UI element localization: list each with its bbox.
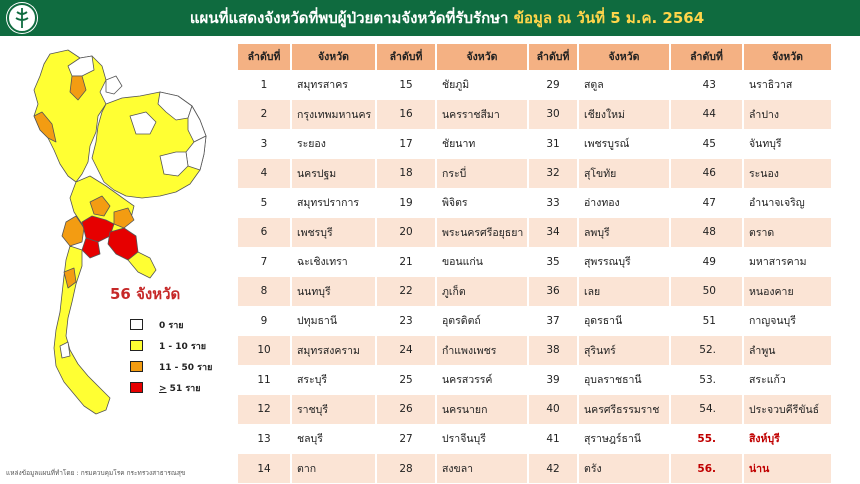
- province-name-cell: จันทบุรี: [743, 129, 832, 159]
- table-row: [238, 100, 832, 130]
- table-row: [238, 188, 832, 218]
- rank-cell: 50: [670, 277, 743, 307]
- province-name-cell: อุดรธานี: [578, 306, 670, 336]
- province-name-cell: นราธิวาส: [743, 70, 832, 100]
- table-row: [238, 454, 832, 484]
- province-name-cell: สระบุรี: [291, 365, 376, 395]
- province-name-cell: สุราษฎร์ธานี: [578, 424, 670, 454]
- province-name-cell: ระนอง: [743, 159, 832, 189]
- rank-cell: 34: [528, 218, 578, 248]
- province-name-cell: นนทบุรี: [291, 277, 376, 307]
- col-header-rank: ลำดับที่: [528, 44, 578, 70]
- province-name-cell: เลย: [578, 277, 670, 307]
- province-name-cell: สมุทรสาคร: [291, 70, 376, 100]
- province-name-cell: สตูล: [578, 70, 670, 100]
- rank-cell: 6: [238, 218, 291, 248]
- province-table: [238, 44, 833, 483]
- rank-cell: 31: [528, 129, 578, 159]
- table-body: [238, 70, 832, 483]
- rank-cell: 39: [528, 365, 578, 395]
- province-name-cell: ฉะเชิงเทรา: [291, 247, 376, 277]
- col-header-province: จังหวัด: [436, 44, 528, 70]
- rank-cell: 37: [528, 306, 578, 336]
- province-name-cell: ขอนแก่น: [436, 247, 528, 277]
- legend-label-text: 51 ราย: [166, 383, 201, 394]
- col-header-province: จังหวัด: [578, 44, 670, 70]
- rank-cell: 56.: [670, 454, 743, 484]
- province-name-cell: ประจวบคีรีขันธ์: [743, 395, 832, 425]
- province-name-cell: นครนายก: [436, 395, 528, 425]
- rank-cell: 24: [376, 336, 436, 366]
- rank-cell: 36: [528, 277, 578, 307]
- rank-cell: 27: [376, 424, 436, 454]
- rank-cell: 51: [670, 306, 743, 336]
- rank-cell: 7: [238, 247, 291, 277]
- title-main: แผนที่แสดงจังหวัดที่พบผู้ป่วยตามจังหวัดที่รับรักษา: [189, 9, 509, 27]
- province-name-cell: นครสวรรค์: [436, 365, 528, 395]
- province-name-cell: ชัยนาท: [436, 129, 528, 159]
- legend-item-low: [130, 336, 240, 355]
- rank-cell: 9: [238, 306, 291, 336]
- rank-cell: 55.: [670, 424, 743, 454]
- province-name-cell: อุบลราชธานี: [578, 365, 670, 395]
- rank-cell: 53.: [670, 365, 743, 395]
- table-row: [238, 218, 832, 248]
- col-header-province: จังหวัด: [291, 44, 376, 70]
- legend-item-medium: [130, 357, 240, 376]
- rank-cell: 4: [238, 159, 291, 189]
- province-name-cell: ตราด: [743, 218, 832, 248]
- province-name-cell: อำนาจเจริญ: [743, 188, 832, 218]
- col-header-province: จังหวัด: [743, 44, 832, 70]
- province-name-cell: ชลบุรี: [291, 424, 376, 454]
- rank-cell: 45: [670, 129, 743, 159]
- province-name-cell: เพชรบุรี: [291, 218, 376, 248]
- rank-cell: 26: [376, 395, 436, 425]
- rank-cell: 35: [528, 247, 578, 277]
- rank-cell: 49: [670, 247, 743, 277]
- legend-swatch-yellow: [130, 340, 143, 351]
- province-name-cell: เชียงใหม่: [578, 100, 670, 130]
- province-name-cell: ปทุมธานี: [291, 306, 376, 336]
- legend-item-zero: [130, 315, 240, 334]
- rank-cell: 17: [376, 129, 436, 159]
- legend-swatch-orange: [130, 361, 143, 372]
- rank-cell: 41: [528, 424, 578, 454]
- rank-cell: 38: [528, 336, 578, 366]
- rank-cell: 29: [528, 70, 578, 100]
- rank-cell: 3: [238, 129, 291, 159]
- province-name-cell: หนองคาย: [743, 277, 832, 307]
- province-name-cell: มหาสารคาม: [743, 247, 832, 277]
- table-header-row: [238, 44, 832, 70]
- legend-swatch-white: [130, 319, 143, 330]
- rank-cell: 16: [376, 100, 436, 130]
- rank-cell: 13: [238, 424, 291, 454]
- province-name-cell: พิจิตร: [436, 188, 528, 218]
- rank-cell: 11: [238, 365, 291, 395]
- rank-cell: 48: [670, 218, 743, 248]
- table-row: [238, 70, 832, 100]
- province-name-cell: กระบี่: [436, 159, 528, 189]
- rank-cell: 42: [528, 454, 578, 484]
- rank-cell: 43: [670, 70, 743, 100]
- province-name-cell: นครปฐม: [291, 159, 376, 189]
- rank-cell: 14: [238, 454, 291, 484]
- table-row: [238, 306, 832, 336]
- ministry-logo-icon: [6, 2, 38, 34]
- rank-cell: 32: [528, 159, 578, 189]
- province-name-cell: ภูเก็ต: [436, 277, 528, 307]
- table-row: [238, 395, 832, 425]
- rank-cell: 15: [376, 70, 436, 100]
- legend-swatch-red: [130, 382, 143, 393]
- province-name-cell: ตรัง: [578, 454, 670, 484]
- province-name-cell: ลำพูน: [743, 336, 832, 366]
- page-title: [44, 0, 850, 36]
- rank-cell: 25: [376, 365, 436, 395]
- table-row: [238, 247, 832, 277]
- rank-cell: 33: [528, 188, 578, 218]
- province-name-cell: ลำปาง: [743, 100, 832, 130]
- province-name-cell: กรุงเทพมหานคร: [291, 100, 376, 130]
- province-name-cell: พระนครศรีอยุธยา: [436, 218, 528, 248]
- rank-cell: 30: [528, 100, 578, 130]
- col-header-rank: ลำดับที่: [376, 44, 436, 70]
- province-name-cell: สระแก้ว: [743, 365, 832, 395]
- map-region-south: [54, 246, 110, 414]
- legend-gte-symbol: >: [159, 383, 167, 394]
- rank-cell: 2: [238, 100, 291, 130]
- rank-cell: 10: [238, 336, 291, 366]
- rank-cell: 20: [376, 218, 436, 248]
- legend-label: [159, 381, 201, 395]
- rank-cell: 1: [238, 70, 291, 100]
- province-name-cell: นครศรีธรรมราช: [578, 395, 670, 425]
- province-name-cell: อ่างทอง: [578, 188, 670, 218]
- province-name-cell: สมุทรสงคราม: [291, 336, 376, 366]
- rank-cell: 47: [670, 188, 743, 218]
- province-name-cell: ชัยภูมิ: [436, 70, 528, 100]
- col-header-rank: ลำดับที่: [238, 44, 291, 70]
- legend-label: 1 - 10 ราย: [159, 341, 207, 352]
- rank-cell: 28: [376, 454, 436, 484]
- rank-cell: 12: [238, 395, 291, 425]
- rank-cell: 46: [670, 159, 743, 189]
- title-date: ข้อมูล ณ วันที่ 5 ม.ค. 2564: [513, 9, 705, 27]
- province-name-cell: ตาก: [291, 454, 376, 484]
- province-name-cell: กำแพงเพชร: [436, 336, 528, 366]
- rank-cell: 19: [376, 188, 436, 218]
- rank-cell: 5: [238, 188, 291, 218]
- table-row: [238, 336, 832, 366]
- province-name-cell: อุตรดิตถ์: [436, 306, 528, 336]
- rank-cell: 22: [376, 277, 436, 307]
- province-count-label: 56 จังหวัด: [110, 285, 181, 303]
- province-name-cell: สุพรรณบุรี: [578, 247, 670, 277]
- province-name-cell: ราชบุรี: [291, 395, 376, 425]
- header-bar: [0, 0, 860, 36]
- table-row: [238, 365, 832, 395]
- rank-cell: 44: [670, 100, 743, 130]
- rank-cell: 21: [376, 247, 436, 277]
- table-row: [238, 129, 832, 159]
- province-name-cell: สมุทรปราการ: [291, 188, 376, 218]
- rank-cell: 8: [238, 277, 291, 307]
- legend-label: 11 - 50 ราย: [159, 362, 213, 373]
- province-name-cell: สุรินทร์: [578, 336, 670, 366]
- table-row: [238, 159, 832, 189]
- rank-cell: 23: [376, 306, 436, 336]
- map-province-white: [106, 76, 122, 94]
- province-name-cell: ปราจีนบุรี: [436, 424, 528, 454]
- col-header-rank: ลำดับที่: [670, 44, 743, 70]
- legend-label: 0 ราย: [159, 320, 184, 331]
- province-name-cell: น่าน: [743, 454, 832, 484]
- province-name-cell: สงขลา: [436, 454, 528, 484]
- rank-cell: 40: [528, 395, 578, 425]
- rank-cell: 18: [376, 159, 436, 189]
- province-name-cell: สิงห์บุรี: [743, 424, 832, 454]
- province-name-cell: เพชรบูรณ์: [578, 129, 670, 159]
- province-name-cell: ลพบุรี: [578, 218, 670, 248]
- legend-item-high: [130, 378, 240, 397]
- map-legend: [130, 315, 240, 399]
- source-footnote: แหล่งข้อมูลแผนที่ทำโดย : กรมควบคุมโรค กระทรวงสาธารณสุข: [6, 469, 186, 477]
- rank-cell: 52.: [670, 336, 743, 366]
- rank-cell: 54.: [670, 395, 743, 425]
- province-name-cell: นครราชสีมา: [436, 100, 528, 130]
- table-row: [238, 277, 832, 307]
- province-name-cell: กาญจนบุรี: [743, 306, 832, 336]
- province-name-cell: ระยอง: [291, 129, 376, 159]
- table-row: [238, 424, 832, 454]
- province-name-cell: สุโขทัย: [578, 159, 670, 189]
